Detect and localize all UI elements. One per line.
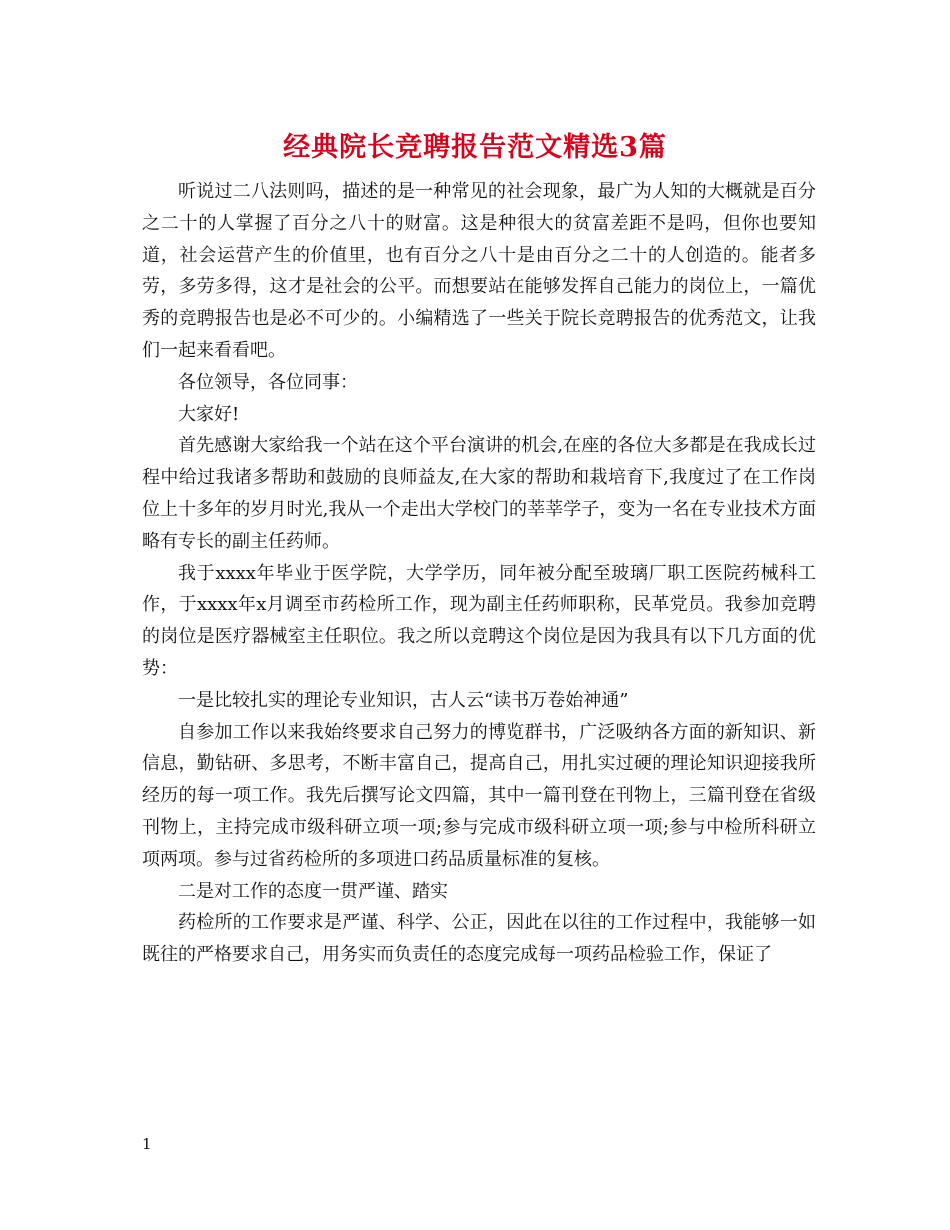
- paragraph-heading-two: 二是对工作的态度一贯严谨、踏实: [178, 880, 448, 902]
- paragraph-background: 我于xxxx年毕业于医学院，大学学历，同年被分配至玻璃厂职工医院药械科工作，于xxxx年x月调至市药检所工作，现为副主任药师职称，民革党员。我参加竞聘的岗位是医疗器械室主任职位。我之所以竞聘这个岗位是因为我具有以下几方面的优势：: [142, 562, 816, 679]
- document-body: [142, 176, 816, 971]
- paragraph-salutation: 各位领导，各位同事：: [178, 371, 358, 393]
- paragraph-intro: 听说过二八法则吗，描述的是一种常见的社会现象，最广为人知的大概就是百分之二十的人掌握了百分之八十的财富。这是种很大的贫富差距不是吗，但你也要知道，社会运营产生的价值里，也有百分之八十是由百分之二十的人创造的。能者多劳，多劳多得，这才是社会的公平。而想要站在能够发挥自己能力的岗位上，一篇优秀的竞聘报告也是必不可少的。小编精选了一些关于院长竞聘报告的优秀范文，让我们一起来看看吧。: [142, 181, 816, 361]
- page-number: 1: [142, 1135, 152, 1153]
- document-title: 经典院长竞聘报告范文精选3篇: [283, 132, 667, 163]
- paragraph-knowledge: 自参加工作以来我始终要求自己努力的博览群书，广泛吸纳各方面的新知识、新信息，勤钻研、多思考，不断丰富自己，提高自己，用扎实过硬的理论知识迎接我所经历的每一项工作。我先后撰写论文四篇，其中一篇刊登在刊物上，三篇刊登在省级刊物上，主持完成市级科研立项一项;参与完成市级科研立项一项;参与中检所科研立项两项。参与过省药检所的多项进口药品质量标准的复核。: [142, 721, 816, 870]
- paragraph-attitude: 药检所的工作要求是严谨、科学、公正，因此在以往的工作过程中，我能够一如既往的严格要求自己，用务实而负责任的态度完成每一项药品检验工作，保证了: [142, 912, 816, 966]
- paragraph-thanks: 首先感谢大家给我一个站在这个平台演讲的机会,在座的各位大多都是在我成长过程中给过我诸多帮助和鼓励的良师益友,在大家的帮助和栽培育下,我度过了在工作岗位上十多年的岁月时光,我从一个走出大学校门的莘莘学子，变为一名在专业技术方面略有专长的副主任药师。: [142, 435, 816, 552]
- paragraph-greeting: 大家好!: [178, 403, 240, 425]
- paragraph-heading-one: 一是比较扎实的理论专业知识，古人云“读书万卷始神通”: [178, 689, 629, 711]
